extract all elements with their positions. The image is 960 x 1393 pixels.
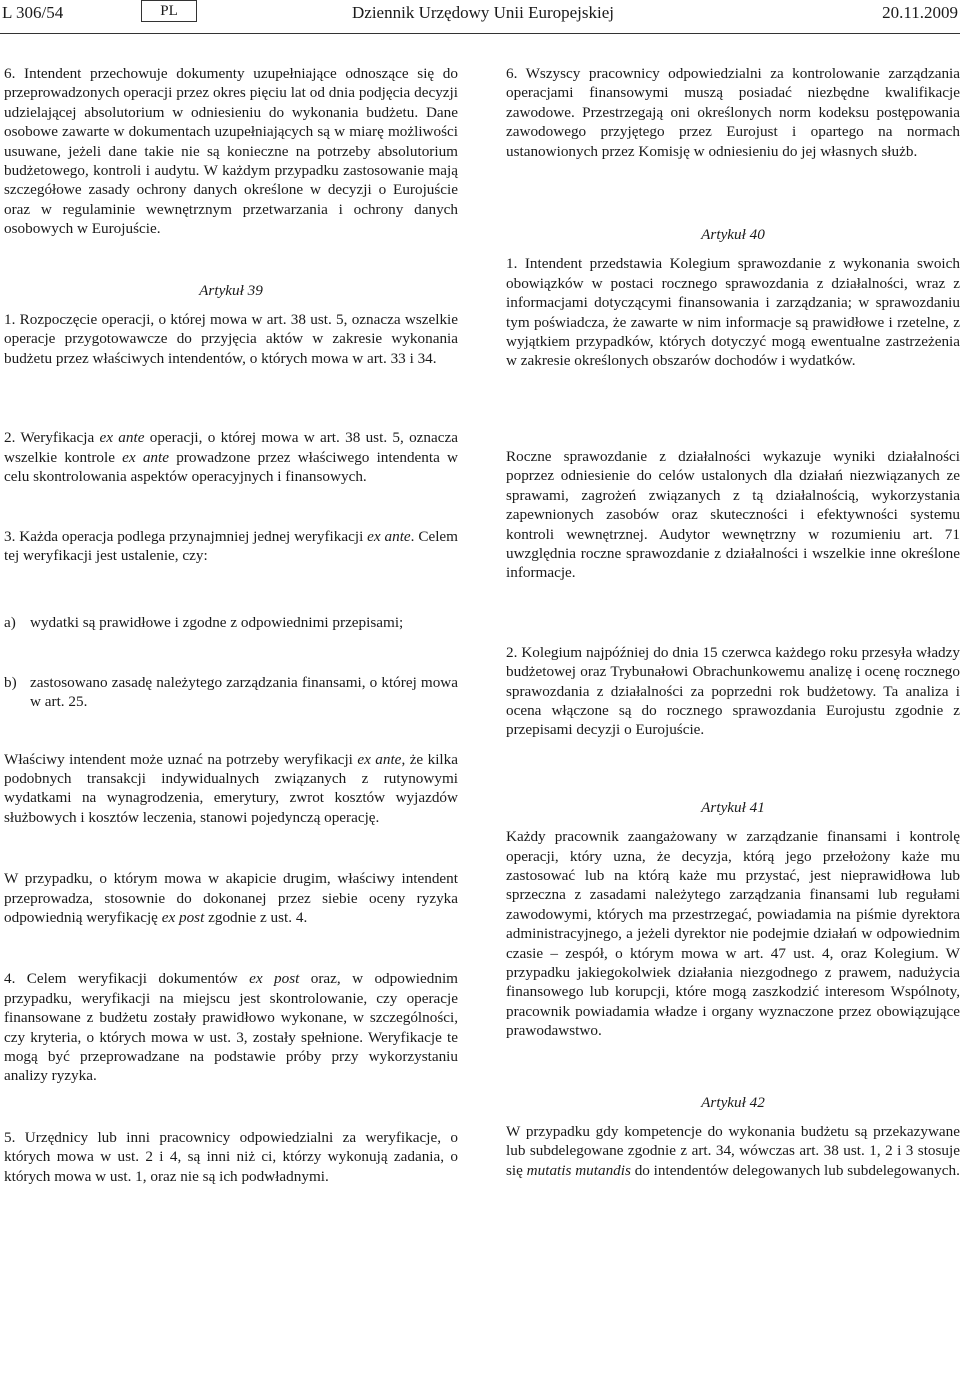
article-42-title: Artykuł 42 <box>701 1093 765 1111</box>
article-42-paragraph: W przypadku gdy kompetencje do wykonania budżetu są przekazywane lub subdelegowane zgodnie z art. 34, wówczas art. 38 ust. 1, 2 i 3 stosuje się mutatis mutandis do intendentów delegowanych lub subdelegowanych. <box>506 1123 960 1179</box>
article-39-title: Artykuł 39 <box>199 281 263 299</box>
article-40-paragraph-1: 1. Intendent przedstawia Kolegium sprawozdanie z wykonania swoich obowiązków w postaci rocznego sprawozdania z działalności, wraz z informacjami dotyczącymi finansowania i zarządzania; w sprawozdaniu tym poświadcza, że zawarte w nim informacje są prawidłowe i rzetelne, z wyjątkiem przypadków, których dotyczyć mogą ewentualne zastrzeżenia w zakresie określonych obszarów dochodów i wydatków. <box>506 255 960 370</box>
right-column <box>506 64 960 1180</box>
article-39-paragraph-1: 1. Rozpoczęcie operacji, o której mowa w art. 38 ust. 5, oznacza wszelkie operacje przygotowawcze do przyjęcia aktów w zakresie wykonania budżetu przez właściwych intendentów, o których mowa w art. 33 i 34. <box>4 311 458 367</box>
list-item-text: zastosowano zasadę należytego zarządzania finansami, o której mowa w art. 25. <box>30 673 458 711</box>
list-item <box>4 613 458 632</box>
paragraph-wlasciwy-intendent: Właściwy intendent może uznać na potrzeby weryfikacji ex ante, że kilka podobnych transakcji indywidualnych związanych z rutynowymi wydatkami na wynagrodzenia, emerytury, zwrot kosztów wyjazdów służbowych i kosztów leczenia, stanowi pojedynczą operację. <box>4 750 458 826</box>
article-41-title: Artykuł 41 <box>701 798 765 816</box>
article-40-title: Artykuł 40 <box>701 226 765 244</box>
page-header <box>0 0 960 34</box>
article-41-paragraph: Każdy pracownik zaangażowany w zarządzanie finansami i kontrolę operacji, który uzna, że decyzja, którą jego przełożony każe mu zastosować lub na którą każe mu przystać, jest nieprawidłowa lub sprzeczna z zasadami należytego zarządzania finansami lub regułami zawodowymi, których ma przestrzegać, powiadamia na piśmie dyrektora administracyjnego, a jeżeli dyrektor nie podejmie działań w odpowiednim czasie – zespół, o którym mowa w art. 47 ust. 4, oraz Kolegium. W przypadku jakiegokolwiek działania niezgodnego z prawem, nadużycia finansowego lub korupcji, które mogą zaszkodzić interesom Wspólnoty, pracownik powiadamia władze i organy wyznaczone przez obowiązujące prawodawstwo. <box>506 828 960 1040</box>
article-39-paragraph-4: 4. Celem weryfikacji dokumentów ex post oraz, w odpowiednim przypadku, weryfikacji na miejscu jest skontrolowanie, czy operacje finansowane z budżetu zostały prawidłowo wykonane, w szczególności, czy kryteria, o których mowa w ust. 3, zostały spełnione. Weryfikacje te mogą być przeprowadzane na podstawie próby przy wykorzystaniu analizy ryzyka. <box>4 970 458 1085</box>
list-item-marker: b) <box>4 673 17 691</box>
paragraph-6-staff: 6. Wszyscy pracownicy odpowiedzialni za kontrolowanie zarządzania operacjami finansowymi muszą posiadać niezbędne kwalifikacje zawodowe. Przestrzegają oni określonych norm kodeksu postępowania zawodowego przyjętego przez Eurojust i opartego na normach ustanowionych przez Komisję w odniesieniu do jej własnych służb. <box>506 65 960 160</box>
paragraph-w-przypadku: W przypadku, o którym mowa w akapicie drugim, właściwy intendent przeprowadza, stosownie do dokonanej przez siebie oceny ryzyka odpowiednią weryfikację ex post zgodnie z ust. 4. <box>4 870 458 926</box>
list-item-text: wydatki są prawidłowe i zgodne z odpowiednimi przepisami; <box>30 614 404 632</box>
article-39-paragraph-5: 5. Urzędnicy lub inni pracownicy odpowiedzialni za weryfikacje, o których mowa w ust. 2 i 4, są inni niż ci, którzy wykonują zadania, o których mowa w ust. 1, oraz nie są ich podwładnymi. <box>4 1128 458 1185</box>
article-39-paragraph-3: 3. Każda operacja podlega przynajmniej jednej weryfikacji ex ante. Celem tej weryfikacji jest ustalenie, czy: <box>4 527 458 564</box>
paragraph-6-intro: 6. Intendent przechowuje dokumenty uzupełniające odnoszące się do przeprowadzonych operacji przez okres pięciu lat od dnia podjęcia decyzji udzielającej absolutorium w odniesieniu do wykonania budżetu. Dane osobowe zawarte w dokumentach uzupełniających są w miarę możliwości usuwane, jeżeli dane takie nie są konieczne na potrzeby absolutorium budżetowego, kontroli i audytu. W każdym przypadku zastosowanie mają szczegółowe zasady ochrony danych określone w decyzji o Eurojuście oraz w regulaminie wewnętrznym przetwarzania i ochrony danych osobowych w Eurojuście. <box>4 65 458 238</box>
article-39-paragraph-2: 2. Weryfikacja ex ante operacji, o której mowa w art. 38 ust. 5, oznacza wszelkie kontrole ex ante prowadzone przez właściwego intendenta w celu skontrolowania aspektów operacyjnych i finansowych. <box>4 429 459 486</box>
page-reference: L 306/54 <box>2 3 64 22</box>
article-40-paragraph-1-continued: Roczne sprawozdanie z działalności wykazuje wyniki działalności poprzez odniesienie do celów ustalonych dla działań niezwiązanych ze sprawami, zagrożeń związanych z tą działalnością, wykorzystania zapewnionych zasobów oraz skuteczności i efektywności systemu kontroli wewnętrznej. Audytor wewnętrzny w rozumieniu art. 71 uwzględnia roczne sprawozdanie z działalności i wszelkie inne określone informacje. <box>506 447 960 582</box>
article-40-paragraph-2: 2. Kolegium najpóźniej do dnia 15 czerwca każdego roku przesyła władzy budżetowej oraz Trybunałowi Obrachunkowemu analizę i ocenę rocznego sprawozdania z działalności za poprzedni rok budżetowy. Ta analiza i ocena włączone są do rocznego sprawozdania Eurojustu zgodnie z przepisami decyzji o Eurojuście. <box>506 643 960 739</box>
journal-title: Dziennik Urzędowy Unii Europejskiej <box>352 3 615 22</box>
publication-date: 20.11.2009 <box>882 3 958 22</box>
list-item <box>4 673 458 712</box>
list-item-marker: a) <box>4 614 16 632</box>
left-column <box>4 64 458 1186</box>
language-badge: PL <box>141 0 197 22</box>
header-rule <box>0 33 960 34</box>
